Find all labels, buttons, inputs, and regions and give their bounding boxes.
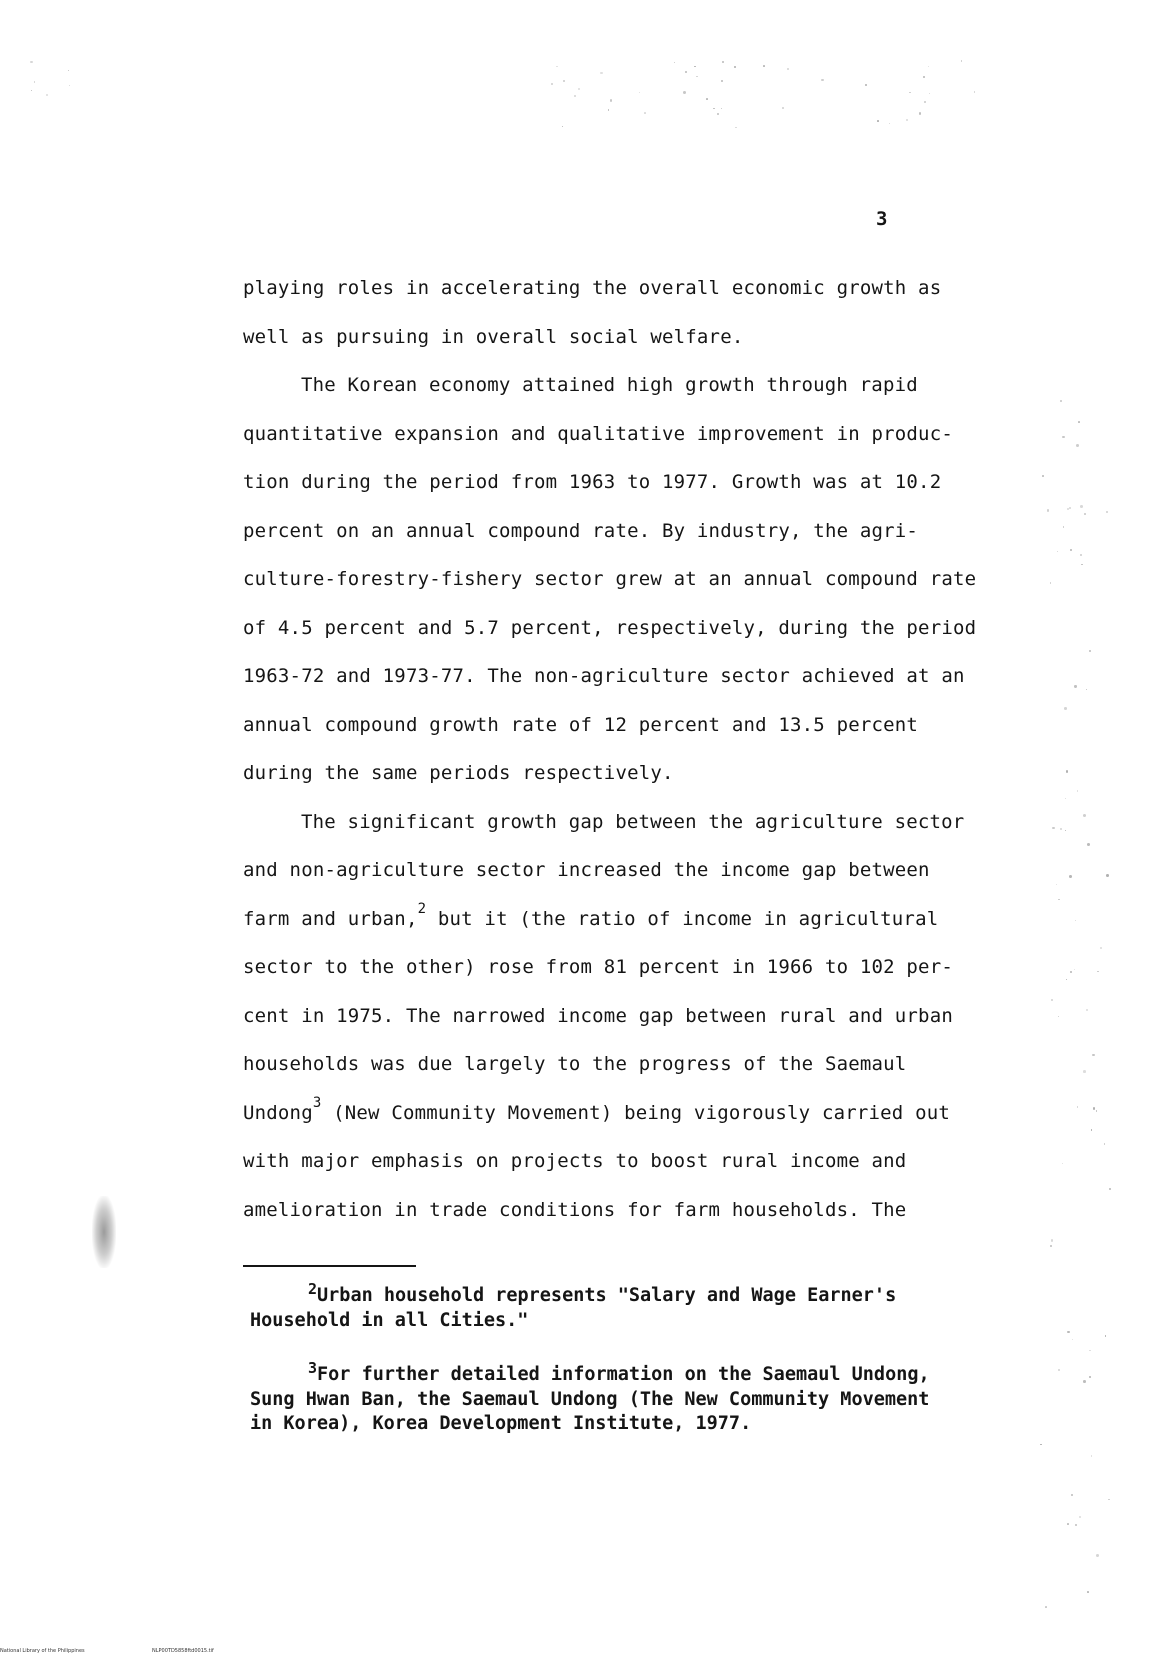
scan-speck [683,91,686,94]
footnote-line [250,1309,1010,1334]
footnote-line [250,1388,1010,1413]
scan-speck [1089,1376,1091,1378]
scan-speck [1060,400,1062,402]
line-text: quantitative expansion and qualitative improvement in produc- [243,422,953,445]
scan-speck [1067,1523,1069,1525]
scan-speck [1087,843,1090,846]
line-text: tion during the period from 1963 to 1977. Growth was at 10.2 [243,471,942,493]
footnote-number: 2 [308,1280,318,1298]
footnote-text: Household in all Cities." [250,1309,529,1331]
scan-speck [1084,513,1086,515]
line-text: The significant growth gap between the agriculture sector [301,810,965,833]
scan-speck [1108,1499,1110,1501]
scan-speck [562,126,563,127]
scan-speck [1051,999,1053,1001]
scan-speck [1075,920,1076,921]
line-text: 1963-72 and 1973-77. The non-agriculture sector achieved at an [243,665,965,687]
footnote-separator [243,1265,416,1267]
scan-speck [639,92,640,93]
scan-speck [721,108,722,109]
line-text: Undong [243,1101,313,1124]
scan-speck [1052,827,1055,830]
scan-speck [974,91,975,92]
footnote-2 [250,1280,1010,1333]
body-line [243,664,1003,713]
scan-speck [1067,1331,1069,1333]
body-line [243,276,1003,325]
scan-speck [1106,511,1108,513]
scan-speck [821,79,823,81]
body-line [243,810,1003,859]
scan-speck [1080,505,1083,508]
scan-speck [69,85,70,86]
footnote-3 [250,1359,1010,1437]
scan-speck [1086,1009,1088,1011]
scan-speck [1062,1163,1063,1164]
scan-speck [1067,508,1069,510]
scan-speck [721,80,723,82]
scan-speck [578,88,580,90]
scan-speck [1058,899,1060,901]
line-text: and non-agriculture sector increased the income gap between [243,859,930,881]
body-line [243,567,1003,616]
footnote-gap [250,1333,1010,1363]
scan-speck [713,108,714,109]
footnote-text: in Korea), Korea Development Institute, 1977. [250,1413,752,1434]
body-line [243,373,1003,422]
scan-speck [644,112,646,114]
scan-speck [1071,1494,1073,1496]
body-line [243,1095,1003,1150]
footnote-reference: 2 [417,901,427,918]
page-number: 3 [876,208,888,230]
footnote-reference: 3 [312,1095,322,1112]
line-text: with major emphasis on projects to boost rural income and [243,1150,907,1172]
line-text: amelioration in trade conditions for farm households. The [243,1198,907,1221]
scan-speck [1064,707,1067,710]
scan-speck [674,62,675,63]
body-line [243,858,1003,907]
line-text-continued: but it (the ratio of income in agricultural [426,907,939,930]
scan-speck [1081,564,1083,566]
scan-speck [961,60,963,62]
scan-speck [685,71,687,73]
scan-speck [889,123,890,124]
scan-speck [1089,650,1092,653]
scan-speck [34,81,36,83]
scan-speck [919,112,922,115]
body-line [243,1198,1003,1247]
line-text: culture-forestry-fishery sector grew at an annual compound rate [243,568,977,590]
scan-speck [763,65,765,67]
body-line [243,1052,1003,1101]
line-text: playing roles in accelerating the overall economic growth as [243,277,942,299]
footnote-line [250,1280,1010,1309]
scan-speck [1063,526,1064,527]
scan-speck [30,61,32,63]
scan-speck [574,95,576,97]
scan-speck [1066,979,1067,980]
scan-speck [1065,798,1067,800]
scan-speck [722,61,724,63]
scan-speck [734,66,736,68]
footnote-line [250,1412,1010,1437]
scan-speck [906,119,908,121]
body-line [243,761,1003,810]
scan-speck [1096,1110,1097,1111]
scan-speck [31,90,32,91]
file-stamp: NLP00TD5858ftd0015.tif [152,1648,214,1654]
body-line [243,616,1003,665]
scan-speck [1069,875,1072,878]
line-text: percent on an annual compound rate. By industry, the agri- [243,519,919,542]
scan-speck [1045,1606,1047,1608]
scan-speck [1050,582,1051,583]
scan-speck [1076,444,1079,447]
scan-speck [1079,1516,1081,1518]
footnote-number: 3 [308,1359,318,1377]
footnote-text: Urban household represents "Salary and Wage Earner's [317,1285,897,1306]
scan-speck [46,94,48,96]
scan-speck [1080,554,1082,556]
body-line [243,955,1003,1004]
scan-speck [1083,1070,1086,1073]
scan-speck [706,98,708,100]
scan-speck [1040,1444,1041,1445]
scan-speck [1062,436,1064,438]
body-line [243,1149,1003,1198]
body-line [243,1004,1003,1053]
scan-speck [1100,947,1102,949]
scan-speck [717,113,719,115]
scan-speck [929,93,930,94]
line-text: farm and urban, [243,907,418,930]
scan-speck [1086,689,1087,690]
scan-speck [1057,551,1058,552]
line-text: The Korean economy attained high growth through rapid [301,374,918,396]
scan-speck [787,68,789,70]
scan-speck [1097,971,1099,973]
scan-speck [1078,421,1080,423]
footnote-text: For further detailed information on the Saemaul Undong, [317,1364,930,1385]
scan-speck [877,120,879,122]
scan-speck [1091,1455,1092,1456]
line-text: cent in 1975. The narrowed income gap between rural and urban [243,1004,953,1027]
scan-speck [1058,1369,1060,1371]
scan-speck [563,80,565,82]
scan-speck [551,83,553,85]
scan-speck [1069,507,1072,510]
scan-speck [1106,874,1109,877]
scan-speck [1074,969,1075,970]
scan-speck [1072,1339,1073,1340]
scan-speck [1075,1524,1077,1526]
body-line [243,713,1003,762]
scan-speck [1066,770,1068,772]
scan-speck [865,84,867,86]
scan-speck [1109,1188,1111,1190]
scan-speck [1092,1054,1095,1057]
scan-speck [556,66,557,67]
scan-speck [600,72,603,75]
line-text: sector to the other) rose from 81 percent in 1966 to 102 per- [243,956,953,978]
line-text: during the same periods respectively. [243,762,674,784]
scan-speck [1104,1143,1106,1145]
scan-speck [1077,1106,1078,1107]
scan-speck [68,70,69,71]
scan-speck [735,127,736,128]
scan-speck [1077,790,1078,791]
footnotes [250,1280,1010,1437]
footnote-text: Sung Hwan Ban, the Saemaul Undong (The New Community Movement [250,1388,930,1410]
body-line [243,325,1003,374]
scan-speck [923,76,925,78]
scan-speck [1083,1380,1086,1383]
scan-speck [1058,1016,1059,1017]
scan-speck [1083,814,1086,817]
scan-speck [1093,1107,1096,1110]
body-line [243,519,1003,568]
line-text-continued: (New Community Movement) being vigorously carried out [321,1101,950,1124]
body-line [243,901,1003,956]
line-text: households was due largely to the progress of the Saemaul [243,1053,907,1075]
scan-speck [1096,1554,1099,1557]
line-text: of 4.5 percent and 5.7 percent, respectively, during the period [243,616,977,639]
scan-speck [694,66,696,68]
scan-speck [1047,509,1049,511]
scan-speck [1060,828,1062,830]
scan-speck [1074,685,1076,687]
footnote-line [250,1359,1010,1388]
scan-speck [608,109,609,110]
scan-speck [696,76,697,77]
body-line [243,422,1003,471]
scan-speck [1056,884,1058,886]
body-line [243,470,1003,519]
line-text: well as pursuing in overall social welfare. [243,325,744,348]
scan-speck [1050,1245,1052,1247]
scan-speck [909,92,911,94]
scan-margin-mark [92,1196,116,1268]
scan-speck [924,101,926,103]
scan-speck [928,66,929,67]
scan-speck [1051,1239,1053,1241]
scan-speck [1070,549,1072,551]
scan-speck [1065,830,1066,831]
scan-speck [1070,971,1072,973]
scan-speck [610,99,612,101]
scan-speck [1091,1129,1092,1130]
scan-speck [1087,1591,1089,1593]
line-text: annual compound growth rate of 12 percent and 13.5 percent [243,713,919,736]
scan-speck [1105,1335,1107,1337]
scan-speck [782,107,784,109]
body-text [243,276,1003,1246]
library-stamp: National Library of the Philippines [0,1648,85,1654]
scan-speck [1042,475,1044,477]
scan-speck [1089,1350,1091,1352]
